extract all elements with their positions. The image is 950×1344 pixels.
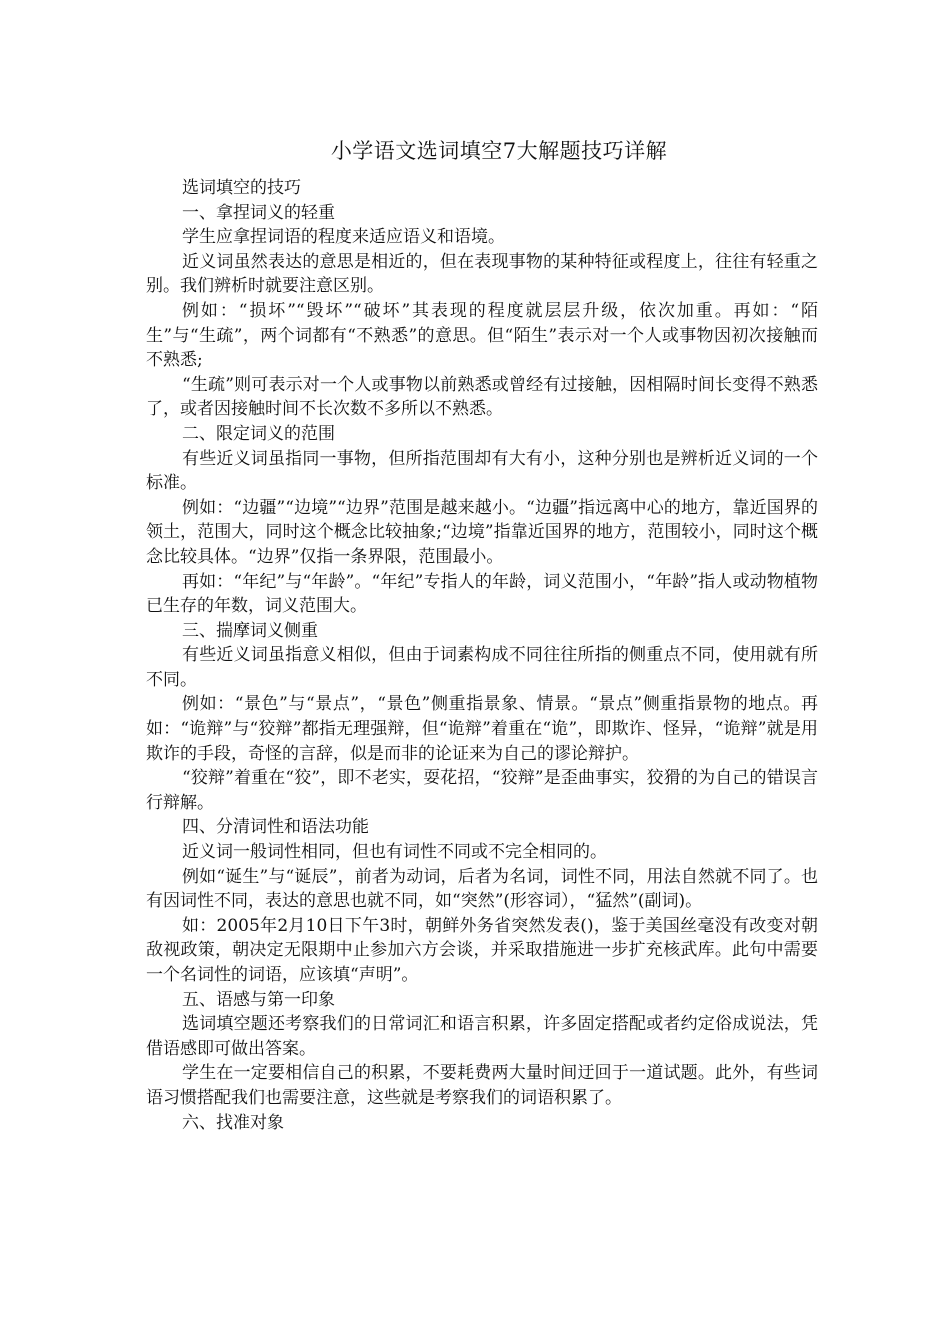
paragraph: “生疏”则可表示对一个人或事物以前熟悉或曾经有过接触，因相隔时间长变得不熟悉了，或者因接触时间不长次数不多所以不熟悉。 [146,374,818,420]
paragraph: “狡辩”着重在“狡”，即不老实，耍花招，“狡辩”是歪曲事实，狡猾的为自己的错误言行辩解。 [146,768,818,813]
section-heading: 六、找准对象 [182,1112,284,1133]
paragraph: 例如：“边疆”“边境”“边界”范围是越来越小。“边疆”指远离中心的地方，靠近国界的领土，范围大，同时这个概念比较抽象;“边境”指靠近国界的地方，范围较小，同时这个概念比较具体。“边界”仅指一条界限，范围最小。 [146,497,818,567]
section-heading: 二、限定词义的范围 [182,423,335,444]
paragraph: 例如“诞生”与“诞辰”，前者为动词，后者为名词，词性不同，用法自然就不同了。也有因词性不同，表达的意思也就不同，如“突然”(形容词），“猛然”(副词)。 [146,866,818,912]
paragraph: 再如：“年纪”与“年龄”。“年纪”专指人的年龄，词义范围小，“年龄”指人或动物植物已生存的年数，词义范围大。 [146,571,818,617]
paragraph: 例如：“景色”与“景点”，“景色”侧重指景象、情景。“景点”侧重指景物的地点。再如：“诡辩”与“狡辩”都指无理强辩，但“诡辩”着重在“诡”，即欺诈、怪异，“诡辩”就是用欺诈的手段，奇怪的言辞，似是而非的论证来为自己的谬论辩护。 [146,694,818,764]
paragraph: 选词填空的技巧 [182,178,301,198]
section-heading: 五、语感与第一印象 [182,989,335,1010]
paragraph: 学生应拿捏词语的程度来适应语义和语境。 [182,227,505,248]
paragraph: 近义词一般词性相同，但也有词性不同或不完全相同的。 [182,842,607,863]
section-heading: 三、揣摩词义侧重 [182,620,318,641]
paragraph: 有些近义词虽指意义相似，但由于词素构成不同往往所指的侧重点不同，使用就有所不同。 [146,645,818,690]
paragraph: 例如：“损坏”“毁坏”“破坏”其表现的程度就层层升级，依次加重。再如：“陌生”与“生疏”，两个词都有“不熟悉”的意思。但“陌生”表示对一个人或事物因初次接触而不熟悉; [146,300,818,371]
document-title: 小学语文选词填空7大解题技巧详解 [330,139,668,163]
document-body [146,176,818,1135]
paragraph: 如：2005年2月10日下午3时，朝鲜外务省突然发表()，鉴于美国丝毫没有改变对朝敌视政策，朝决定无限期中止参加六方会谈，并采取措施进一步扩充核武库。此句中需要一个名词性的词语，应该填“声明”。 [146,915,818,985]
paragraph: 有些近义词虽指同一事物，但所指范围却有大有小，这种分别也是辨析近义词的一个标准。 [146,448,818,494]
section-heading: 一、拿捏词义的轻重 [182,202,335,223]
section-heading: 四、分清词性和语法功能 [182,817,369,838]
paragraph: 选词填空题还考察我们的日常词汇和语言积累，许多固定搭配或者约定俗成说法，凭借语感即可做出答案。 [146,1014,818,1059]
paragraph: 近义词虽然表达的意思是相近的，但在表现事物的某种特征或程度上，往往有轻重之别。我们辨析时就要注意区别。 [146,251,818,297]
paragraph: 学生在一定要相信自己的积累，不要耗费两大量时间迂回于一道试题。此外，有些词语习惯搭配我们也需要注意，这些就是考察我们的词语积累了。 [146,1063,818,1108]
